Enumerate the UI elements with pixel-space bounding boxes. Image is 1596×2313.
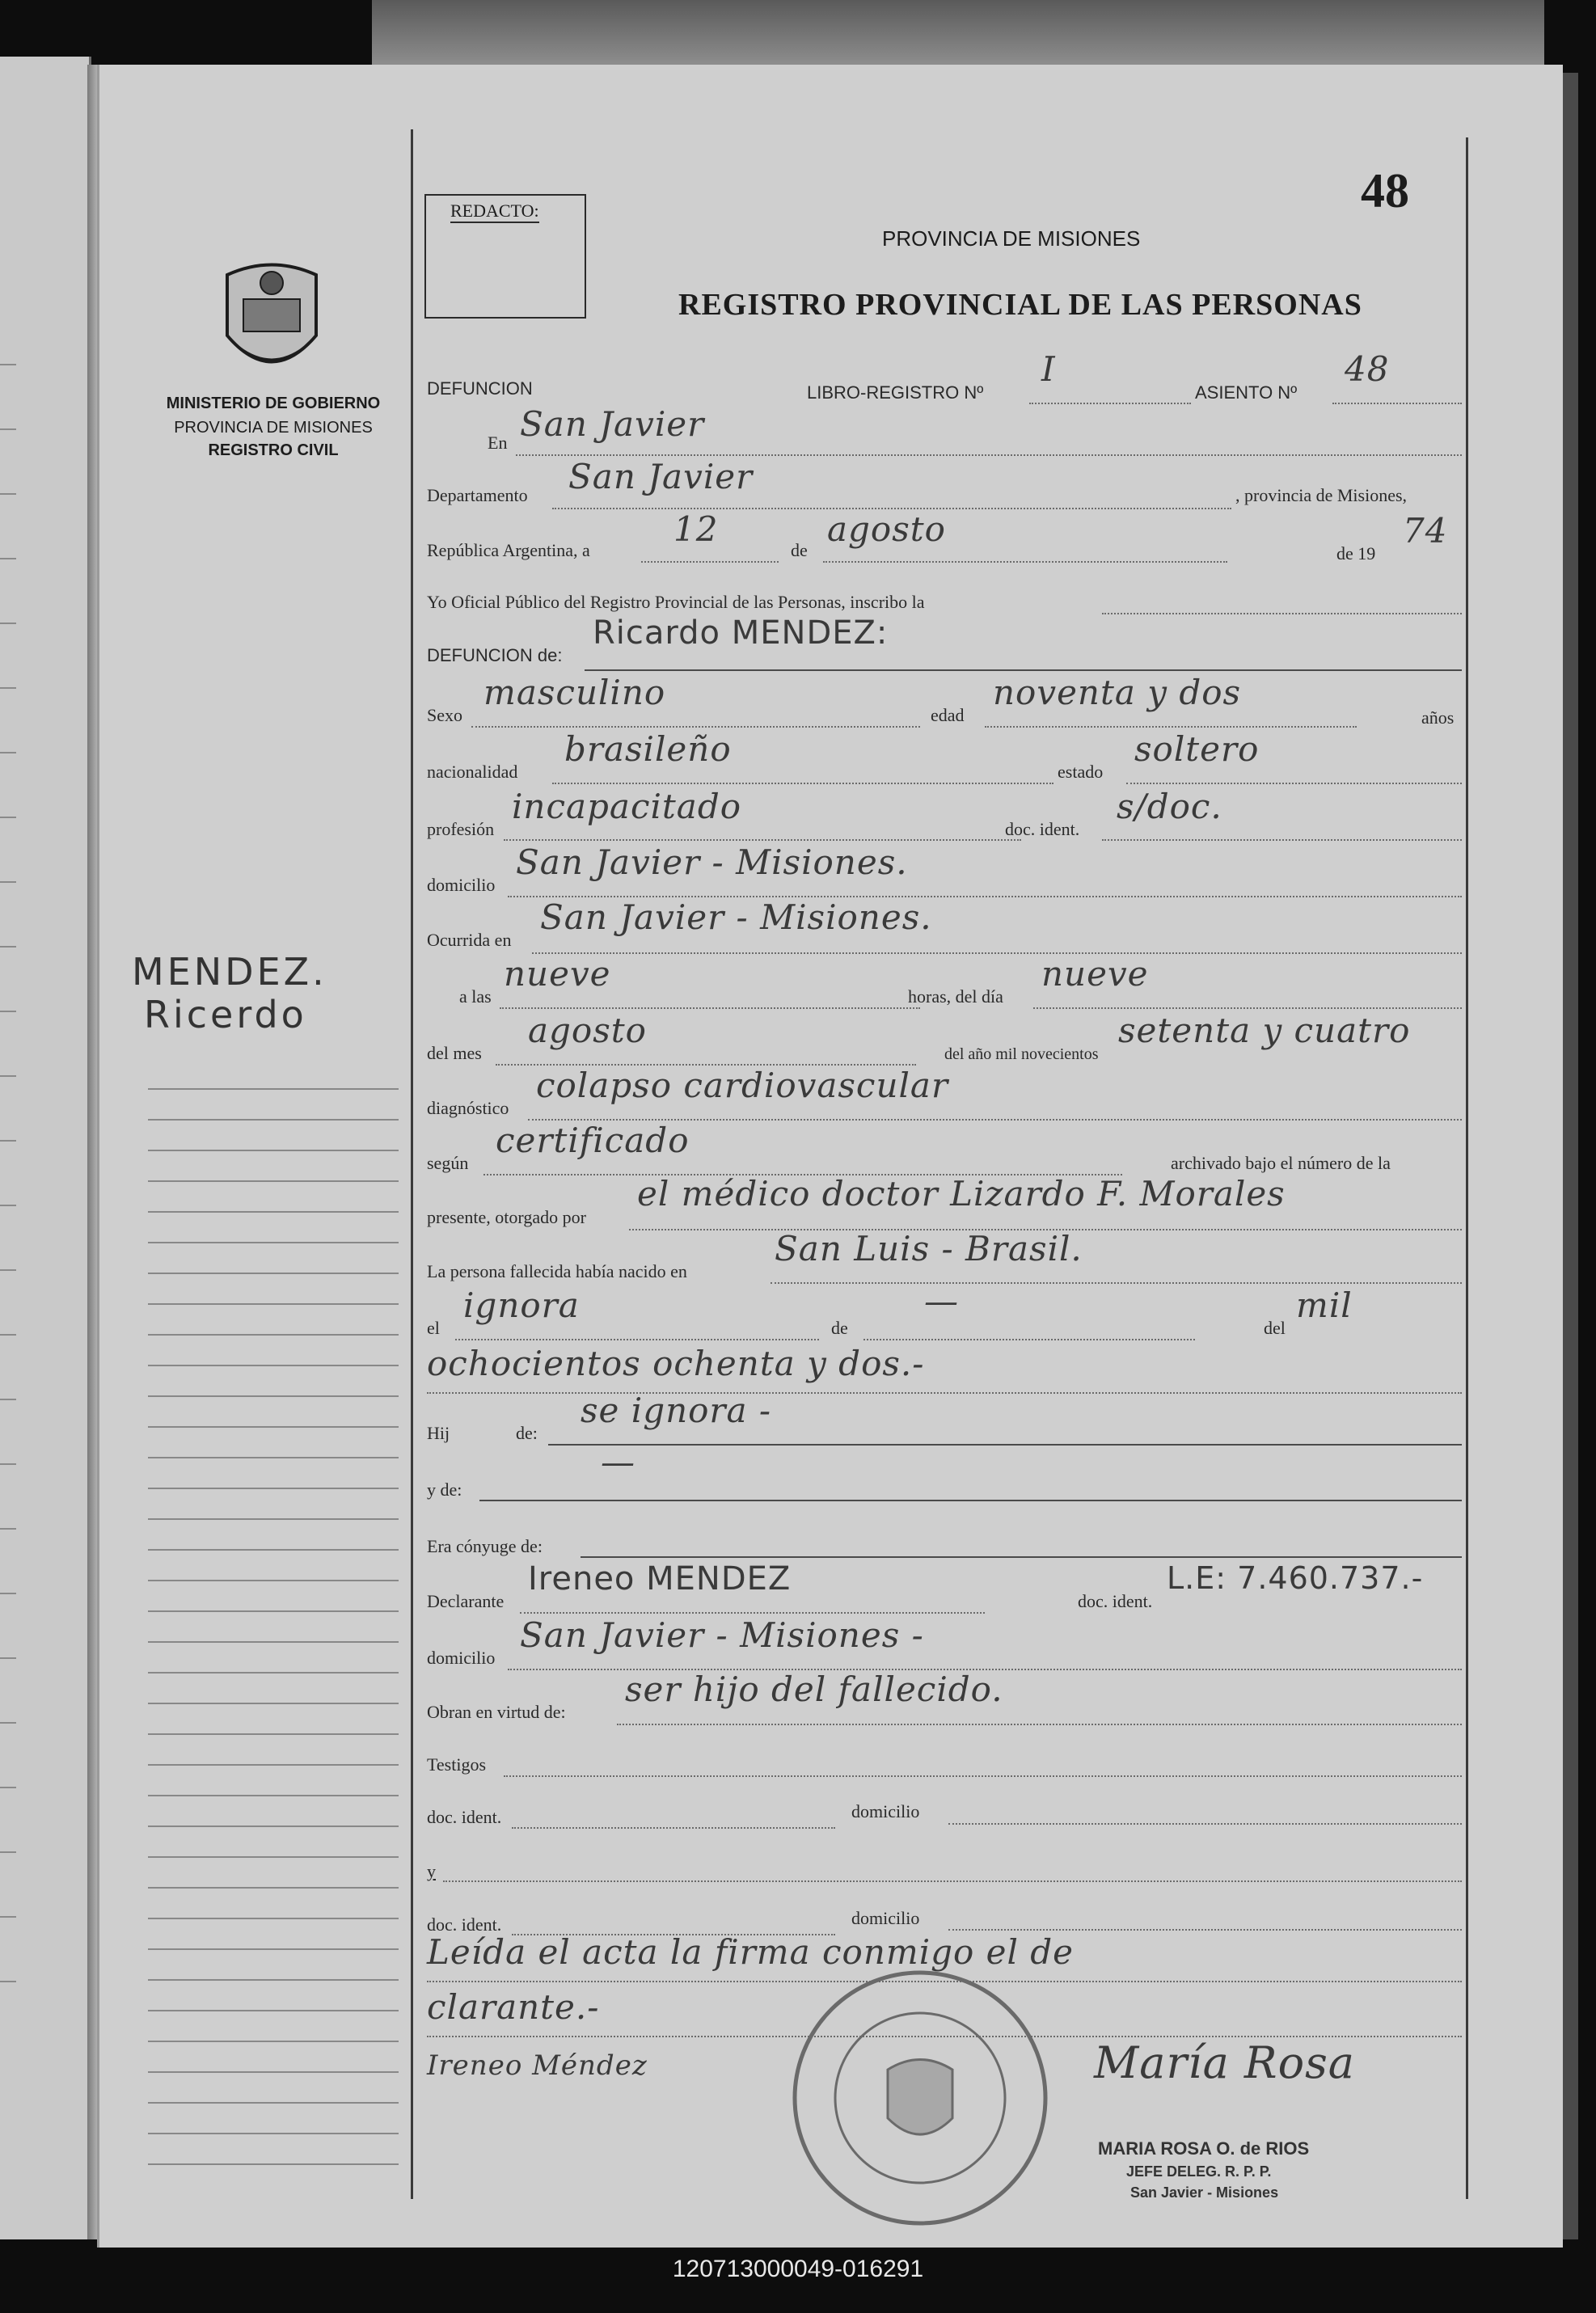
label-de-nacido: de bbox=[831, 1318, 848, 1338]
value-nacido-el: ignora bbox=[463, 1285, 580, 1325]
label-republica: República Argentina, a bbox=[427, 540, 590, 560]
label-sexo: Sexo bbox=[427, 705, 462, 725]
value-mes: agosto bbox=[827, 509, 946, 549]
label-doc-ident: doc. ident. bbox=[1005, 819, 1080, 839]
label-y: y bbox=[427, 1861, 436, 1881]
form-left-border bbox=[411, 129, 413, 2199]
label-segun: según bbox=[427, 1153, 469, 1173]
left-page bbox=[0, 57, 91, 2239]
label-conyuge: Era cónyuge de: bbox=[427, 1536, 543, 1556]
value-leida-line1: Leída el acta la firma conmigo el de bbox=[427, 1932, 1075, 1972]
label-del-nacido: del bbox=[1264, 1318, 1286, 1338]
value-en: San Javier bbox=[520, 404, 705, 444]
value-dia-fallecimiento: nueve bbox=[1041, 954, 1149, 994]
label-y-de: y de: bbox=[427, 1479, 462, 1500]
page-number: 48 bbox=[1361, 164, 1409, 217]
label-obran: Obran en virtud de: bbox=[427, 1702, 566, 1722]
document-code: 120713000049-016291 bbox=[672, 2256, 924, 2282]
value-nacido-del: mil bbox=[1296, 1285, 1353, 1325]
value-sexo: masculino bbox=[483, 673, 666, 712]
value-segun: certificado bbox=[496, 1121, 690, 1160]
stamp-line2: JEFE DELEG. R. P. P. bbox=[1126, 2163, 1272, 2180]
label-testigo1-doc: doc. ident. bbox=[427, 1807, 502, 1827]
value-obran: ser hijo del fallecido. bbox=[625, 1669, 1003, 1709]
value-edad: noventa y dos bbox=[993, 673, 1242, 712]
label-declarante: Declarante bbox=[427, 1591, 505, 1611]
label-el: el bbox=[427, 1318, 440, 1338]
value-nacionalidad: brasileño bbox=[564, 729, 732, 769]
label-ocurrida: Ocurrida en bbox=[427, 930, 512, 950]
ministry-line3: REGISTRO CIVIL bbox=[208, 441, 339, 459]
label-testigos: Testigos bbox=[427, 1754, 487, 1775]
value-libro: I bbox=[1041, 349, 1056, 389]
value-leida-line2: clarante.- bbox=[427, 1987, 600, 2027]
label-diagnostico: diagnóstico bbox=[427, 1098, 509, 1118]
label-defuncion: DEFUNCION bbox=[427, 378, 533, 399]
label-testigo1-domicilio: domicilio bbox=[851, 1801, 920, 1821]
value-ocurrida: San Javier - Misiones. bbox=[540, 897, 932, 937]
value-y-de: — bbox=[601, 1442, 635, 1482]
label-hij-de: de: bbox=[516, 1423, 538, 1443]
label-nacionalidad: nacionalidad bbox=[427, 762, 518, 782]
value-hijo-de: se ignora - bbox=[581, 1391, 772, 1430]
label-domicilio: domicilio bbox=[427, 875, 496, 895]
redacto-box bbox=[424, 194, 586, 319]
label-en: En bbox=[488, 433, 508, 453]
register-page bbox=[97, 65, 1563, 2248]
label-de-19: de 19 bbox=[1336, 543, 1376, 563]
label-nacido: La persona fallecida había nacido en bbox=[427, 1261, 687, 1281]
label-edad: edad bbox=[931, 705, 965, 725]
label-hij: Hij bbox=[427, 1423, 450, 1443]
stamp-line1: MARIA ROSA O. de RIOS bbox=[1098, 2138, 1310, 2159]
label-declarante-doc: doc. ident. bbox=[1078, 1591, 1153, 1611]
margin-ruled-lines bbox=[148, 1059, 399, 2175]
label-archivado: archivado bajo el número de la bbox=[1171, 1153, 1391, 1173]
value-dia: 12 bbox=[673, 509, 719, 549]
stamp-line3: San Javier - Misiones bbox=[1130, 2184, 1279, 2201]
label-estado: estado bbox=[1058, 762, 1104, 782]
form-right-border bbox=[1466, 137, 1468, 2199]
official-signature: María Rosa bbox=[1094, 2037, 1356, 2088]
label-declarante-domicilio: domicilio bbox=[427, 1648, 496, 1668]
value-asiento: 48 bbox=[1345, 349, 1390, 389]
label-del-mes: del mes bbox=[427, 1043, 482, 1063]
book-top-edge bbox=[372, 0, 1544, 65]
label-a-las: a las bbox=[459, 986, 492, 1007]
label-testigo2-doc: doc. ident. bbox=[427, 1914, 502, 1935]
label-departamento: Departamento bbox=[427, 485, 528, 505]
value-nacido-ano: ochocientos ochenta y dos.- bbox=[427, 1344, 925, 1383]
label-libro: LIBRO-REGISTRO Nº bbox=[807, 382, 984, 403]
value-nacido-en: San Luis - Brasil. bbox=[775, 1229, 1083, 1268]
label-horas: horas, del día bbox=[908, 986, 1003, 1007]
value-nacido-de: — bbox=[924, 1281, 959, 1321]
value-estado: soltero bbox=[1134, 729, 1260, 769]
value-declarante-doc: L.E: 7.460.737.- bbox=[1167, 1560, 1424, 1596]
label-defuncion-de: DEFUNCION de: bbox=[427, 645, 563, 665]
label-anos: años bbox=[1421, 707, 1455, 728]
ministry-line2: PROVINCIA DE MISIONES bbox=[174, 419, 373, 437]
margin-given-name: Ricerdo bbox=[144, 993, 307, 1036]
value-declarante-domicilio: San Javier - Misiones - bbox=[520, 1615, 924, 1655]
label-provincia: , provincia de Misiones, bbox=[1235, 485, 1408, 505]
ministry-line1: MINISTERIO DE GOBIERNO bbox=[166, 395, 381, 412]
value-nombre: Ricardo MENDEZ: bbox=[593, 614, 889, 652]
label-profesion: profesión bbox=[427, 819, 495, 839]
margin-surname: MENDEZ. bbox=[132, 950, 327, 994]
label-presente: presente, otorgado por bbox=[427, 1207, 586, 1227]
header-registry: REGISTRO PROVINCIAL DE LAS PERSONAS bbox=[678, 288, 1362, 322]
value-profesion: incapacitado bbox=[512, 787, 742, 826]
label-yo-oficial: Yo Oficial Público del Registro Provincial de las Personas, inscribo la bbox=[427, 592, 925, 612]
value-ano: 74 bbox=[1403, 511, 1448, 551]
value-otorgado: el médico doctor Lizardo F. Morales bbox=[637, 1174, 1286, 1213]
registry-seal-icon bbox=[787, 1965, 1053, 2231]
declarante-signature: Ireneo Méndez bbox=[427, 2049, 648, 2082]
value-hora: nueve bbox=[504, 954, 611, 994]
redacto-label: REDACTO: bbox=[450, 200, 539, 223]
value-doc: s/doc. bbox=[1117, 787, 1222, 826]
value-diagnostico: colapso cardiovascular bbox=[536, 1066, 949, 1105]
header-province: PROVINCIA DE MISIONES bbox=[882, 226, 1141, 251]
value-ano-fallecimiento: setenta y cuatro bbox=[1118, 1011, 1411, 1050]
coat-of-arms-icon bbox=[219, 259, 324, 388]
label-asiento: ASIENTO Nº bbox=[1195, 382, 1298, 403]
label-del-ano: del año mil novecientos bbox=[944, 1045, 1099, 1063]
value-mes-fallecimiento: agosto bbox=[528, 1011, 647, 1050]
label-testigo2-domicilio: domicilio bbox=[851, 1908, 920, 1928]
value-declarante: Ireneo MENDEZ bbox=[528, 1560, 792, 1598]
value-departamento: San Javier bbox=[568, 457, 754, 496]
label-de-mes: de bbox=[791, 540, 808, 560]
value-domicilio: San Javier - Misiones. bbox=[516, 842, 908, 882]
